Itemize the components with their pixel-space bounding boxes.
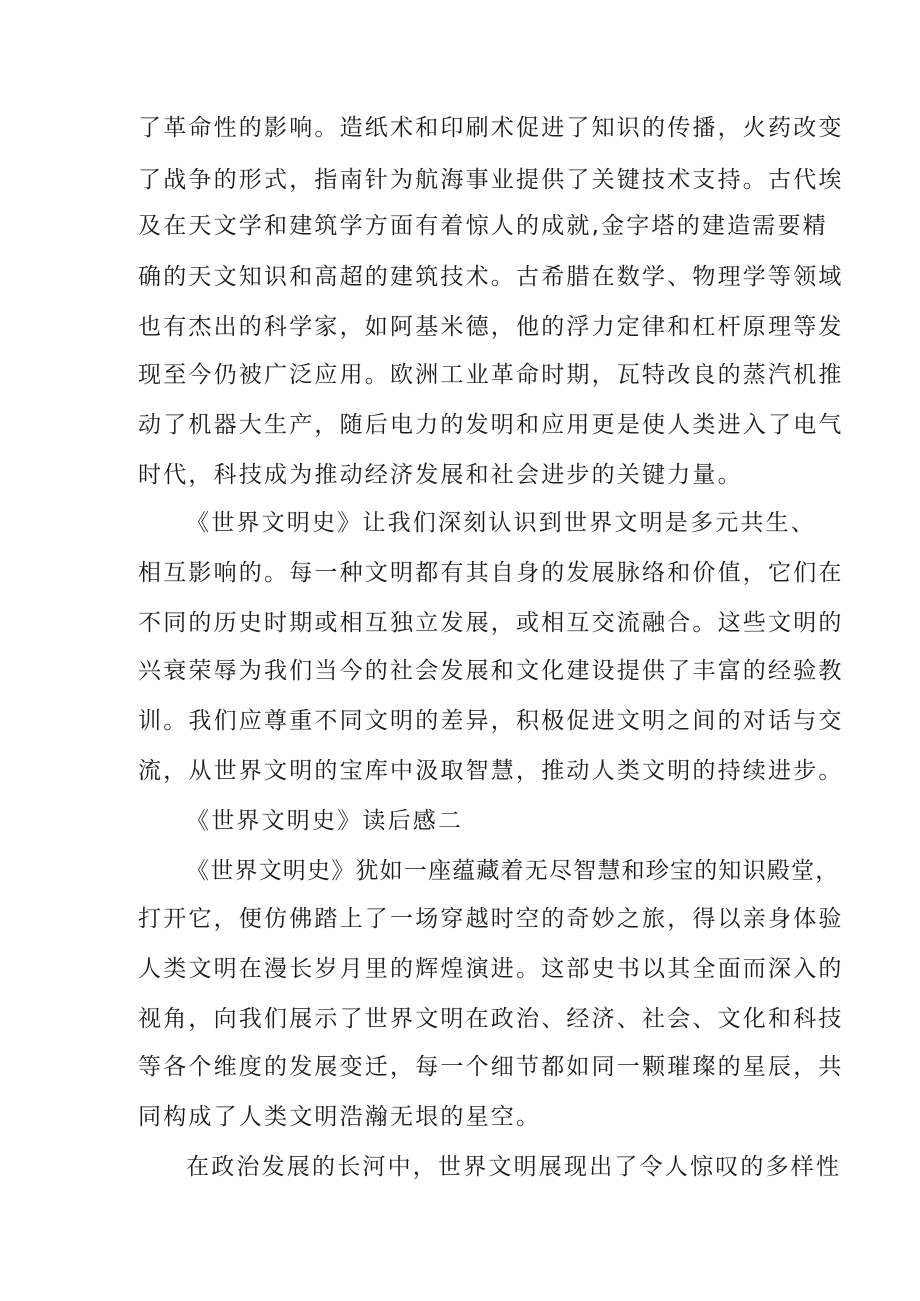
paragraph-2-line-1: 《世界文明史》让我们深刻认识到世界文明是多元共生、	[186, 510, 816, 536]
paragraph-1-line-4: 确的天文知识和高超的建筑技术。古希腊在数学、物理学等领域	[138, 264, 844, 290]
paragraph-3-line-3: 人类文明在漫长岁月里的辉煌演进。这部史书以其全面而深入的	[138, 956, 844, 982]
paragraph-2-line-2: 相互影响的。每一种文明都有其自身的发展脉络和价值，它们在	[138, 560, 844, 586]
paragraph-3-line-5: 等各个维度的发展变迁，每一个细节都如同一颗璀璨的星辰，共	[138, 1054, 844, 1080]
paragraph-2-line-5: 训。我们应尊重不同文明的差异，积极促进文明之间的对话与交	[138, 708, 844, 734]
paragraph-2-line-4: 兴衰荣辱为我们当今的社会发展和文化建设提供了丰富的经验教	[138, 658, 844, 684]
paragraph-3-line-4: 视角，向我们展示了世界文明在政治、经济、社会、文化和科技	[138, 1006, 844, 1032]
paragraph-1-line-3: 及在天文学和建筑学方面有着惊人的成就,金字塔的建造需要精	[138, 213, 828, 239]
paragraph-2-line-3: 不同的历史时期或相互独立发展，或相互交流融合。这些文明的	[138, 610, 844, 636]
paragraph-1-line-2: 了战争的形式，指南针为航海事业提供了关键技术支持。古代埃	[138, 167, 844, 193]
paragraph-3-line-6: 同构成了人类文明浩瀚无垠的星空。	[138, 1104, 542, 1130]
paragraph-1-line-6: 现至今仍被广泛应用。欧洲工业革命时期，瓦特改良的蒸汽机推	[138, 362, 844, 388]
paragraph-1-line-8: 时代，科技成为推动经济发展和社会进步的关键力量。	[138, 462, 743, 488]
paragraph-1-line-5: 也有杰出的科学家，如阿基米德，他的浮力定律和杠杆原理等发	[138, 314, 844, 340]
paragraph-4-line-1: 在政治发展的长河中，世界文明展现出了令人惊叹的多样性	[186, 1154, 842, 1180]
paragraph-3-line-2: 打开它，便仿佛踏上了一场穿越时空的奇妙之旅，得以亲身体验	[138, 906, 844, 932]
paragraph-1-line-7: 动了机器大生产，随后电力的发明和应用更是使人类进入了电气	[138, 412, 844, 438]
section-heading: 《世界文明史》读后感二	[186, 808, 464, 834]
paragraph-1-line-1: 了革命性的影响。造纸术和印刷术促进了知识的传播，火药改变	[138, 115, 844, 141]
paragraph-3-line-1: 《世界文明史》犹如一座蕴藏着无尽智慧和珍宝的知识殿堂，	[186, 858, 840, 884]
paragraph-2-line-6: 流，从世界文明的宝库中汲取智慧，推动人类文明的持续进步。	[138, 758, 844, 784]
